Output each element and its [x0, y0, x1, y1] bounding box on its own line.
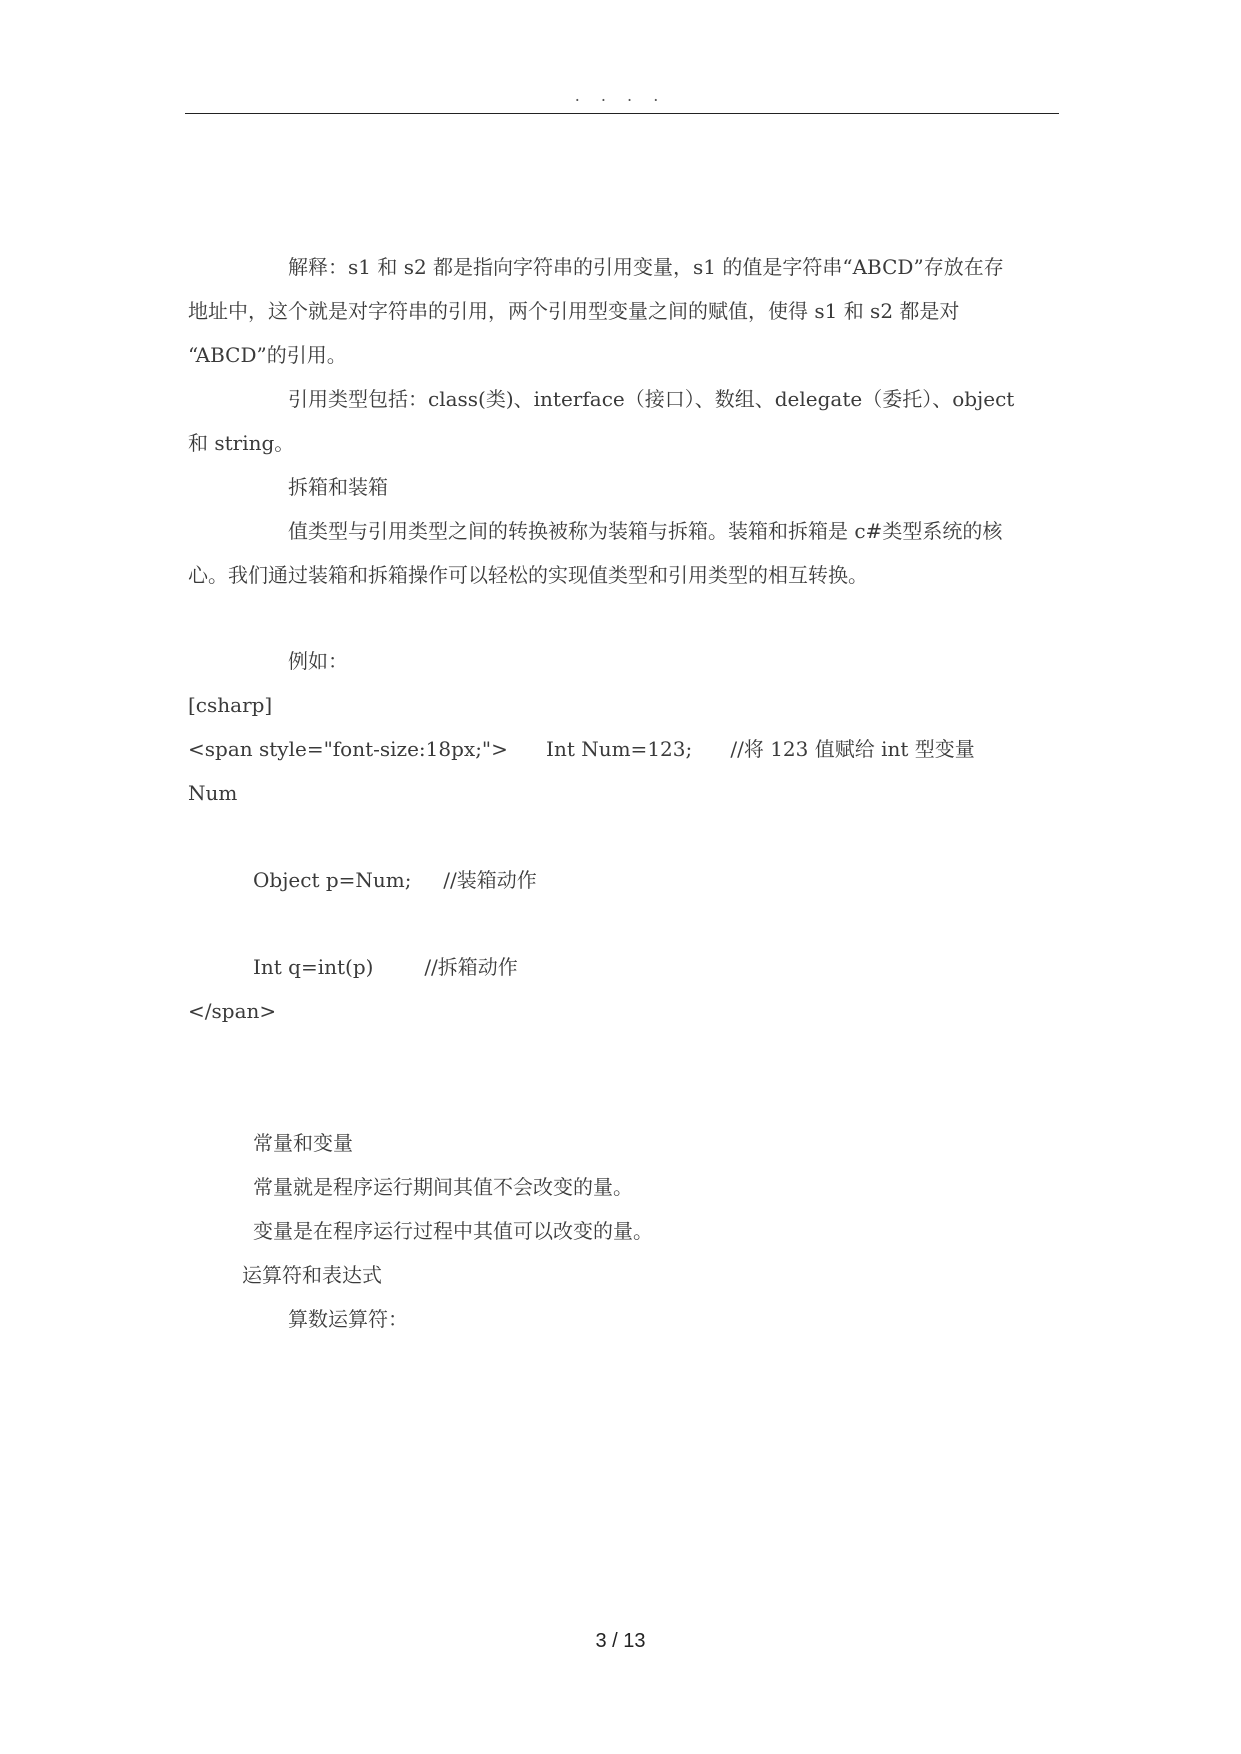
code-line: Num	[188, 781, 238, 805]
section-heading: 运算符和表达式	[242, 1263, 382, 1287]
paragraph-line: 解释：s1 和 s2 都是指向字符串的引用变量，s1 的值是字符串“ABCD”存放在存	[288, 255, 1004, 279]
example-label: 例如：	[288, 649, 348, 673]
paragraph-line: 引用类型包括：class(类)、interface（接口）、数组、delegate（委托）、object	[288, 387, 1015, 411]
paragraph-line: 和 string。	[188, 431, 295, 455]
section-heading: 拆箱和装箱	[288, 475, 388, 499]
paragraph-line: “ABCD”的引用。	[188, 343, 347, 367]
paragraph-line: 常量就是程序运行期间其值不会改变的量。	[253, 1175, 633, 1199]
paragraph-line: 变量是在程序运行过程中其值可以改变的量。	[253, 1219, 653, 1243]
paragraph-line: 值类型与引用类型之间的转换被称为装箱与拆箱。装箱和拆箱是 c#类型系统的核	[288, 519, 1003, 543]
code-line: Int q=int(p) //拆箱动作	[253, 955, 518, 979]
section-heading: 常量和变量	[253, 1131, 353, 1155]
page-header-dots: . . . .	[574, 86, 667, 105]
paragraph-line: 地址中，这个就是对字符串的引用，两个引用型变量之间的赋值，使得 s1 和 s2 都是对	[188, 299, 960, 323]
code-language-tag: [csharp]	[188, 693, 273, 717]
header-rule	[185, 113, 1059, 114]
paragraph-line: 算数运算符：	[288, 1307, 408, 1331]
code-line: </span>	[188, 999, 277, 1023]
page-number: 3 / 13	[595, 1630, 646, 1652]
paragraph-line: 心。我们通过装箱和拆箱操作可以轻松的实现值类型和引用类型的相互转换。	[188, 563, 868, 587]
code-line: Object p=Num; //装箱动作	[253, 868, 537, 892]
code-line: <span style="font-size:18px;"> Int Num=123; //将 123 值赋给 int 型变量	[188, 737, 975, 761]
